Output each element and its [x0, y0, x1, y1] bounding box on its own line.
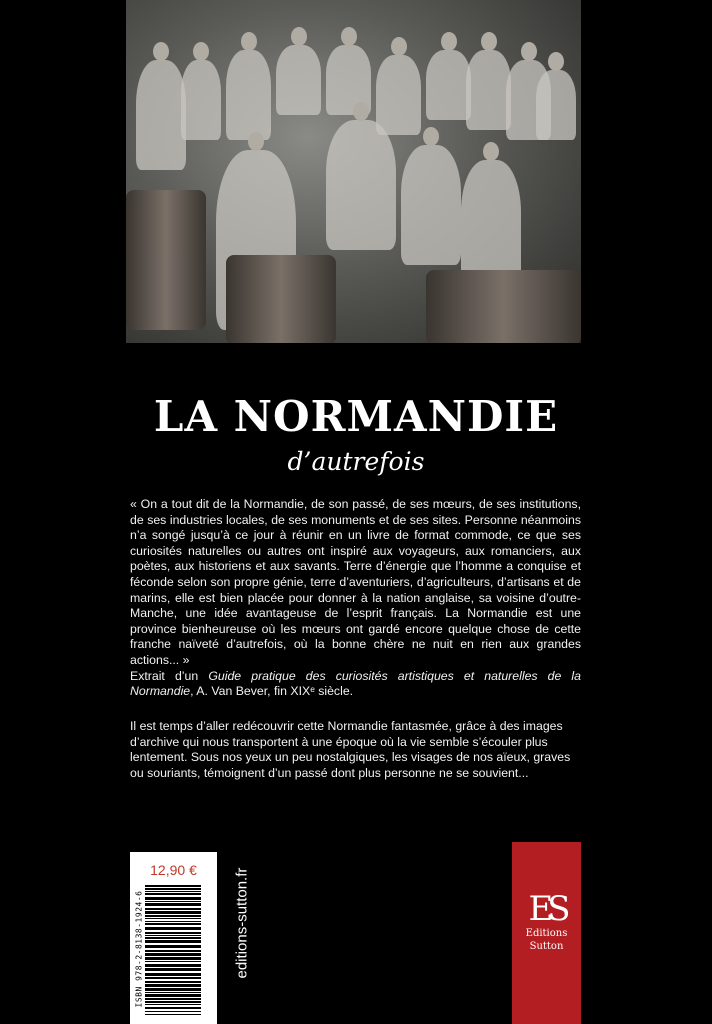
barcode-icon: [145, 885, 201, 1015]
barcode-bar: [145, 1007, 201, 1009]
person-head: [353, 102, 369, 121]
logo-line-1: Editions: [525, 928, 568, 939]
barcode-bar: [145, 932, 201, 934]
barcode-bar: [145, 888, 201, 890]
person-figure: [376, 55, 421, 135]
person-head: [423, 127, 439, 146]
barcode-bar: [145, 1004, 201, 1005]
barcode-digits: 9 782813 819246: [215, 891, 231, 1023]
isbn-text: ISBN 978-2-8138-1924-6: [134, 890, 144, 1008]
person-head: [248, 132, 264, 151]
barcode-bar: [145, 918, 201, 919]
barcode-bar: [145, 927, 201, 930]
logo-monogram: ES: [528, 889, 565, 929]
barcode-bar: [145, 1011, 201, 1012]
barcode-bar: [145, 940, 201, 943]
person-head: [521, 42, 537, 61]
person-head: [548, 52, 564, 71]
person-figure: [536, 70, 576, 140]
barcode-bar: [145, 935, 201, 936]
person-figure: [466, 50, 511, 130]
barcode-bar: [145, 937, 201, 939]
barcode-bar: [145, 921, 201, 922]
barcode-bar: [145, 1014, 201, 1015]
person-head: [341, 27, 357, 46]
blurb-quote: [130, 497, 581, 700]
barcode-bar: [145, 973, 201, 976]
person-figure: [426, 50, 471, 120]
barrel: [126, 190, 206, 330]
barcode-bar: [145, 911, 201, 914]
person-figure: [276, 45, 321, 115]
person-head: [481, 32, 497, 51]
price: 12,90 €: [150, 862, 197, 878]
barcode-bar: [145, 984, 201, 987]
source-title: Guide pratique des curiosités artistiques et naturelles de la Normandie: [130, 668, 582, 699]
barcode-bar: [145, 903, 201, 906]
barcode-bar: [145, 998, 201, 1000]
source-suffix: , A. Van Bever, fin XIXᵉ siècle.: [190, 684, 354, 699]
person-figure: [136, 60, 186, 170]
barcode-bar: [145, 891, 201, 892]
person-figure: [326, 120, 396, 250]
barcode-bar: [145, 897, 201, 900]
barcode-bar: [145, 988, 201, 991]
barcode-bar: [145, 994, 201, 997]
person-head: [193, 42, 209, 61]
barcode-label: [130, 852, 231, 1024]
barcode-bar: [145, 981, 201, 983]
person-head: [391, 37, 407, 56]
barcode-bar: [145, 968, 201, 971]
person-head: [241, 32, 257, 51]
barcode-bar: [145, 1001, 201, 1003]
quote-text: « On a tout dit de la Normandie, de son passé, de ses mœurs, de ses institutions, de ses industries locales, de ses monuments et de ses sites. Personne néanmoins n’a songé jusqu’à ce jour à réunir en un livre de format commode, ce que ses curiosités naturelles ou autres ont inspiré aux voyageurs, aux romanciers, aux poètes, aux historiens et aux savants. Terre d’énergie que l’homme a conquise et féconde selon son propre génie, terre d’aventuriers, d’agriculteurs, d’artisans et de marins, elle est bien placée pour donner à la nation anglaise, sa voisine d’outre-Manche, une idée avantageuse de l’esprit français. La Normandie est une province bienheureuse où les mœurs ont gardé encore quelque chose de cette franche naïveté d’autrefois, où la bonne chère ne nuit en rien aux grandes actions... »: [130, 497, 581, 667]
barcode-bar: [145, 957, 201, 960]
logo-line-2: Sutton: [529, 941, 564, 952]
barcode-bar: [145, 992, 201, 993]
barcode-bar: [145, 953, 201, 956]
barcode-bar: [145, 961, 201, 962]
barrel: [226, 255, 336, 343]
source-prefix: Extrait d’un: [130, 668, 209, 683]
barcode-bar: [145, 908, 201, 910]
barcode-bar: [145, 915, 201, 917]
person-figure: [226, 50, 271, 140]
blurb-paragraph: Il est temps d’aller redécouvrir cette Normandie fantasmée, grâce à des images d’archive qui nous transportent à une époque où la vie semble s’écouler plus lentement. Sous nos yeux un peu nostalgiques, les visages de nos aïeux, graves ou souriants, témoignent d’un passé dont plus personne ne se souvient...: [130, 719, 571, 780]
barcode-bar: [145, 945, 201, 948]
website: editions-sutton.fr: [233, 867, 251, 979]
barcode-bar: [145, 885, 201, 887]
person-head: [483, 142, 499, 161]
person-head: [291, 27, 307, 46]
book-title: LA NORMANDIE: [153, 392, 559, 441]
barcode-bar: [145, 923, 201, 925]
barcode-bar: [145, 977, 201, 979]
publisher-logo: [512, 842, 581, 1024]
barcode-bar: [145, 901, 201, 902]
person-figure: [401, 145, 461, 265]
barcode-bar: [145, 950, 201, 952]
barrel: [426, 270, 581, 343]
book-subtitle: d’autrefois: [287, 447, 425, 476]
person-head: [441, 32, 457, 51]
person-head: [153, 42, 169, 61]
barcode-bar: [145, 964, 201, 967]
barcode-bar: [145, 893, 201, 895]
archive-group-photo: [126, 0, 581, 343]
person-figure: [181, 60, 221, 140]
